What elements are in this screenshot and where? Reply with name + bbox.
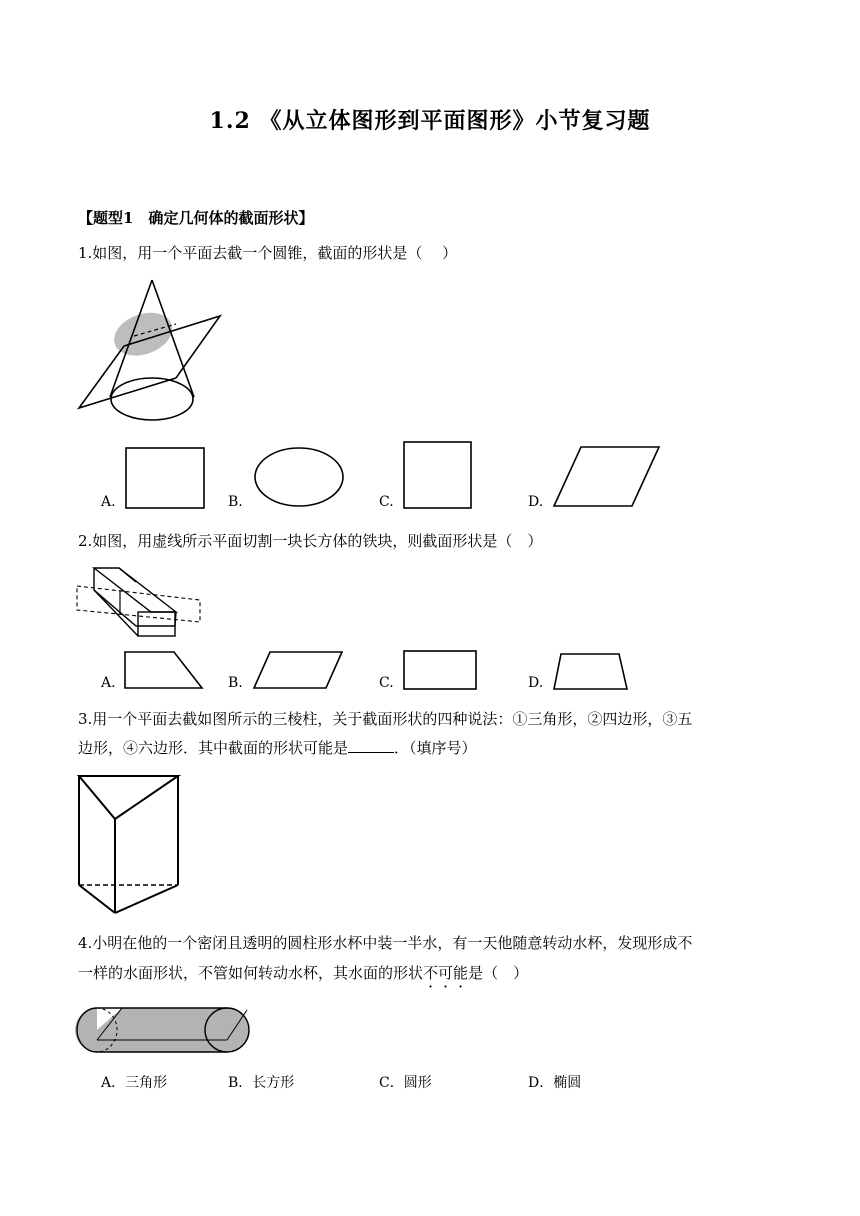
q2-option-a[interactable]: A. [101,675,116,691]
question-3-line2-post: ．（填序号） [394,739,477,757]
cuboid-cut-figure [76,566,206,642]
q1-option-b[interactable]: B. [228,494,243,510]
triangular-prism-figure [78,775,180,915]
question-3-line2 [78,737,477,759]
q1-option-c-square [403,441,473,509]
q1-option-d[interactable]: D. [528,494,544,510]
q2-option-d-isosceles-trapezoid [553,653,629,690]
q2-option-b-parallelogram [253,651,343,689]
q4-option-b[interactable]: B．长方形 [228,1075,295,1091]
cone-cut-figure [76,278,226,428]
question-2-text: 2.如图，用虚线所示平面切割一块长方体的铁块，则截面形状是（ ） [78,532,543,550]
page-title: 1.2 《从立体图形到平面图形》小节复习题 [209,108,651,134]
section-heading: 【题型1 确定几何体的截面形状】 [78,209,314,227]
q2-option-d[interactable]: D. [528,675,544,691]
emphasis-char-3: 能 [453,964,469,982]
q1-option-b-ellipse [253,446,345,508]
q1-option-c[interactable]: C. [379,494,394,510]
q4-option-d[interactable]: D．椭圆 [528,1075,582,1091]
question-3-line2-pre: 边形，④六边形．其中截面的形状可能是 [78,739,349,757]
question-3-line1: 3.用一个平面去截如图所示的三棱柱，关于截面形状的四种说法：①三角形，②四边形，③五 [78,710,693,728]
question-1-text: 1.如图，用一个平面去截一个圆锥，截面的形状是（ ） [78,244,458,262]
cylinder-cup-figure [77,1004,251,1058]
q2-option-b[interactable]: B. [228,675,243,691]
question-4-line2-post: 是（ ） [468,964,529,982]
q4-option-a[interactable]: A．三角形 [101,1075,168,1091]
emphasis-char-1: 不 [423,964,439,982]
q2-option-a-trapezoid [124,651,204,689]
q1-option-d-parallelogram [553,446,661,508]
q2-option-c-rectangle [403,650,477,690]
emphasis-char-2: 可 [438,964,454,982]
question-4-line2-pre: 一样的水面形状，不管如何转动水杯，其水面的形状 [78,964,424,982]
q2-option-c[interactable]: C. [379,675,394,691]
answer-blank[interactable] [348,737,394,753]
question-4-line2 [78,962,528,984]
q1-option-a[interactable]: A. [101,494,116,510]
q4-option-c[interactable]: C．圆形 [379,1075,432,1091]
q1-option-a-rectangle [125,447,205,509]
question-4-line1: 4.小明在他的一个密闭且透明的圆柱形水杯中装一半水，有一天他随意转动水杯，发现形成不 [78,934,693,952]
